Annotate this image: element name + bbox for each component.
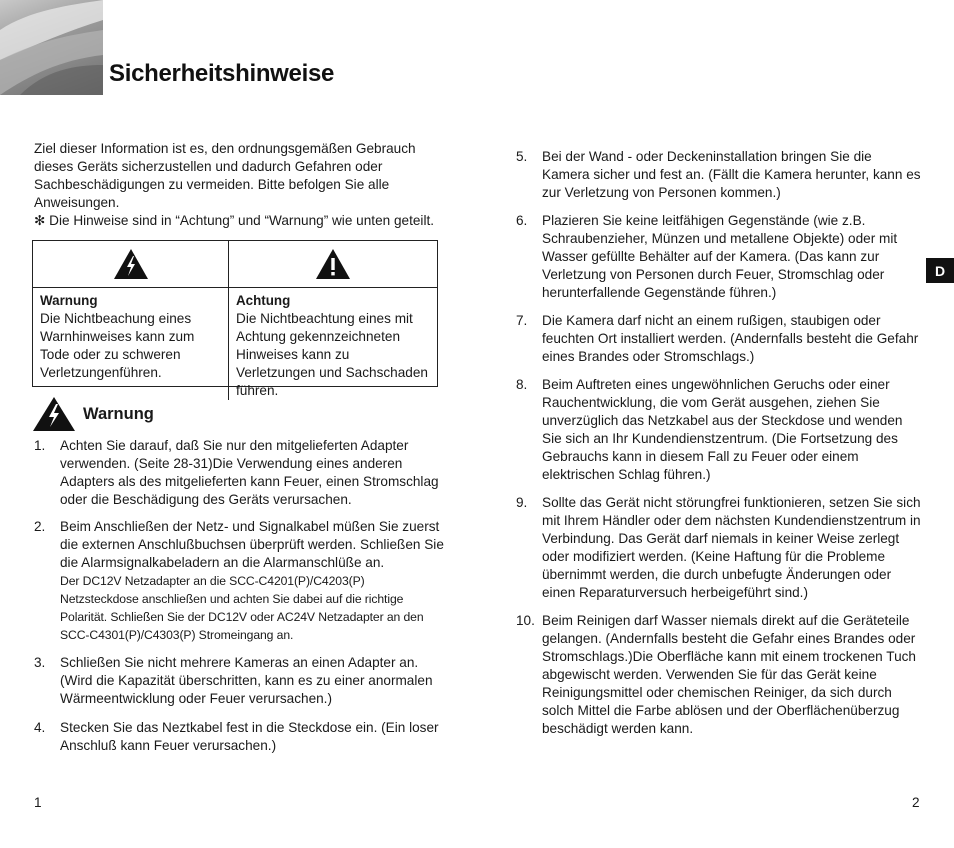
item-number: 7. (516, 313, 528, 328)
item-number: 1. (34, 438, 46, 453)
item-text: Die Kamera darf nicht an einem rußigen, staubigen oder feuchten Ort installiert werden. (Andernfalls besteht die Gefahr eines Brandes oder Stromschlags.) (542, 313, 919, 364)
hint-table (32, 240, 438, 398)
item-number: 3. (34, 655, 46, 670)
warning-definition-text: Die Nichtbeachung eines Warnhinweises kann zum Tode oder zu schweren Verletzungenführen. (40, 311, 195, 380)
list-item (34, 719, 444, 755)
warning-symbol-cell (33, 241, 229, 288)
item-subtext: Der DC12V Netzadapter an die SCC-C4201(P)/C4203(P) Netzsteckdose anschließen und achten Sie dabei auf die richtige Polarität. Schließen Sie der DC12V oder AC24V Netzadapter an den SCC-C4301(P)/C4303(P) Stromeingang an. (60, 574, 424, 642)
page-number-right: 2 (912, 795, 920, 810)
item-number: 2. (34, 519, 46, 534)
item-text: Plazieren Sie keine leitfähigen Gegenstände (wie z.B. Schraubenzieher, Münzen und metallene Objekte) oder mit Wasser gefüllte Behälter auf der Kamera. (Das kann zur Verletzung von Personen durch Feuer, Stromschlag oder herunterfallende Gegenstände führen.) (542, 213, 898, 300)
item-number: 4. (34, 720, 46, 735)
item-number: 10. (516, 613, 535, 628)
warning-definition-title: Warnung (40, 293, 98, 308)
list-item (34, 518, 444, 644)
exclamation-warning-icon (315, 248, 351, 280)
warning-list-continued (516, 148, 921, 738)
list-item (516, 376, 921, 484)
list-item (516, 494, 921, 602)
language-tab-badge: D (926, 258, 954, 283)
header-decorative-image (0, 0, 103, 95)
item-text: Beim Reinigen darf Wasser niemals direkt auf die Geräteteile gelangen. (Andernfalls besteht die Gefahr eines Brandes oder Stromschlags.)Die Oberfläche kann mit einem trockenen Tuch abgewischt werden. Verwenden Sie für das Gerät keine Reinigungsmittel oder chemischen Reiniger, da sich durch solch Mittel die Farbe ablösen und der Oberflächenüberzug beschädigt werden kann. (542, 613, 916, 736)
caution-definition-cell (229, 288, 437, 400)
caution-definition-text: Die Nichtbeachtung eines mit Achtung gekennzeichneten Hinweises kann zu Verletzungen und Sachschaden führen. (236, 311, 428, 398)
intro-section (34, 140, 444, 230)
item-text: Achten Sie darauf, daß Sie nur den mitgelieferten Adapter verwenden. (Seite 28-31)Die Verwendung eines anderen Adapters als des mitgelieferten kann Feuer, einen Stromschlag oder die Beschädigung des Geräts verursachen. (60, 438, 439, 507)
item-number: 6. (516, 213, 528, 228)
list-item (34, 654, 444, 708)
warning-section-title: Warnung (83, 404, 154, 423)
item-number: 5. (516, 149, 528, 164)
intro-note: ✻ Die Hinweise sind in “Achtung” und “Warnung” wie unten geteilt. (34, 213, 435, 228)
item-text: Beim Auftreten eines ungewöhnlichen Geruchs oder einer Rauchentwicklung, die vom Gerät ausgehen, ziehen Sie unverzüglich das Netzkabel aus der Steckdose und wenden Sie sich an Ihr Kundendienstzentrum. (Die Fortsetzung des Gebrauchs kann in diesem Fall zu Feuer oder einem elektrischen Schlag führen.) (542, 377, 903, 482)
list-item (516, 148, 921, 202)
page-number-left: 1 (34, 795, 42, 810)
item-text: Bei der Wand - oder Deckeninstallation bringen Sie die Kamera sicher und fest an. (Fällt die Kamera herunter, kann es zur Verletzung von Personen kommen.) (542, 149, 921, 200)
list-item (516, 312, 921, 366)
caution-definition-title: Achtung (236, 293, 291, 308)
caution-symbol-cell (229, 241, 437, 288)
lightning-warning-icon (32, 396, 76, 432)
item-text: Schließen Sie nicht mehrere Kameras an einen Adapter an. (Wird die Kapazität überschritten, kann es zu einer anormalen Wärmeentwicklung oder Feuer verursachen.) (60, 655, 433, 706)
item-text: Stecken Sie das Neztkabel fest in die Steckdose ein. (Ein loser Anschluß kann Feuer verursachen.) (60, 720, 439, 753)
item-text: Sollte das Gerät nicht störungfrei funktionieren, setzen Sie sich mit Ihrem Händler oder dem nächsten Kundendienstzentrum in Verbindung. Das Gerät darf niemals in keiner Weise zerlegt oder modifiziert werden. (Keine Haftung für die Probleme übernimmt werden, die durch unbefugte Änderungen oder einen Reparaturversuch herbeigeführt sind.) (542, 495, 921, 600)
page-title: Sicherheitshinweise (109, 60, 335, 87)
warning-definition-cell (33, 288, 229, 400)
item-text: Beim Anschließen der Netz- und Signalkabel müßen Sie zuerst die externen Anschlußbuchsen überprüft werden. Schließen Sie die Alarmsignalkabeladern an die Alarmanschlüße an. (60, 519, 444, 570)
intro-text: Ziel dieser Information ist es, den ordnungsgemäßen Gebrauch dieses Geräts sicherzustellen und dadurch Gefahren oder Sachbeschädigungen zu vermeiden. Bitte befolgen Sie alle Anweisungen. (34, 141, 416, 210)
warning-list (34, 437, 444, 755)
item-number: 8. (516, 377, 528, 392)
list-item (516, 612, 921, 738)
list-item (34, 437, 444, 509)
list-item (516, 212, 921, 302)
lightning-warning-icon (113, 248, 149, 280)
warning-section-heading (32, 396, 154, 432)
item-number: 9. (516, 495, 528, 510)
